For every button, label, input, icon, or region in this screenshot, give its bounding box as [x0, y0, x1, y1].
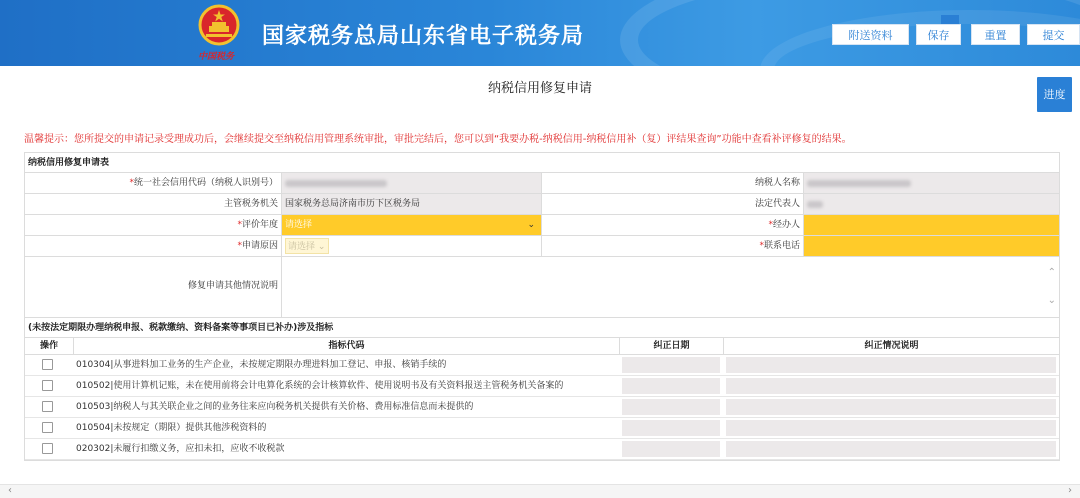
legal-rep-label: 法定代表人	[541, 194, 803, 214]
chevron-right-icon[interactable]: ›	[1068, 485, 1072, 496]
indicator-text: 010504|未按规定（期限）提供其他涉税资料的	[76, 423, 267, 433]
credit-code-label: *统一社会信用代码（纳税人识别号）	[129, 178, 278, 188]
taxpayer-name-field	[803, 173, 1059, 193]
form-row	[25, 194, 1059, 215]
tax-logo-script: 中国税务	[198, 52, 235, 62]
correction-note-field[interactable]	[726, 399, 1056, 415]
page-title: 纳税信用修复申请	[487, 81, 592, 96]
table-row	[25, 439, 1059, 460]
tax-authority-label: 主管税务机关	[223, 199, 278, 209]
save-indicator	[941, 15, 959, 24]
form-row	[25, 173, 1059, 194]
col-correction-note: 纠正情况说明	[723, 338, 1059, 354]
col-correction-date: 纠正日期	[619, 338, 723, 354]
indicator-text: 010503|纳税人与其关联企业之间的业务往来应向税务机关提供有关价格、费用标准信息而未提供的	[76, 402, 474, 412]
table-row	[25, 376, 1059, 397]
header-banner	[0, 0, 1080, 66]
chevron-down-icon: ⌄	[317, 242, 326, 252]
other-info-textarea[interactable]	[281, 257, 1059, 317]
eval-year-select[interactable]	[281, 215, 541, 235]
form-row	[25, 215, 1059, 236]
correction-date-field[interactable]	[622, 441, 720, 457]
eval-year-label: *评价年度	[237, 220, 278, 230]
agent-label: *经办人	[541, 215, 803, 235]
progress-button[interactable]: 进度	[1037, 77, 1072, 112]
table-row	[25, 397, 1059, 418]
reason-select[interactable]: 请选择 ⌄	[285, 238, 329, 254]
indicator-table-header	[25, 338, 1059, 355]
correction-note-field[interactable]	[726, 441, 1056, 457]
form-section-title: 纳税信用修复申请表	[25, 153, 1059, 173]
table-row	[25, 418, 1059, 439]
submit-button[interactable]: 提交	[1027, 24, 1080, 45]
chevron-left-icon[interactable]: ‹	[8, 485, 12, 496]
legal-rep-field	[803, 194, 1059, 214]
attach-documents-button[interactable]: 附送资料	[832, 24, 909, 45]
row-checkbox[interactable]	[42, 422, 53, 433]
chevron-down-icon[interactable]: ⌄	[1047, 295, 1056, 306]
indicator-text: 010502|使用计算机记账，未在使用前将会计电算化系统的会计核算软件、使用说明书及有关资料报送主管税务机关备案的	[76, 381, 564, 391]
chevron-up-icon[interactable]: ⌃	[1047, 267, 1056, 278]
phone-label: *联系电话	[541, 236, 803, 256]
eval-year-placeholder: 请选择	[285, 220, 313, 230]
col-operation: 操作	[39, 341, 58, 351]
reason-label: *申请原因	[237, 241, 278, 251]
correction-note-field[interactable]	[726, 357, 1056, 373]
taxpayer-name-label: 纳税人名称	[541, 173, 803, 193]
correction-date-field[interactable]	[622, 378, 720, 394]
indicator-text: 020302|未履行扣缴义务，应扣未扣，应收不收税款	[76, 444, 285, 454]
correction-note-field[interactable]	[726, 378, 1056, 394]
reset-button[interactable]: 重置	[971, 24, 1020, 45]
agent-input[interactable]	[803, 215, 1059, 235]
horizontal-scrollbar[interactable]	[0, 484, 1080, 498]
indicator-text: 010304|从事进料加工业务的生产企业，未按规定期限办理进料加工登记、申报、核销手续的	[76, 360, 447, 370]
col-indicator-code: 指标代码	[73, 338, 619, 354]
row-checkbox[interactable]	[42, 443, 53, 454]
correction-date-field[interactable]	[622, 357, 720, 373]
form-row	[25, 236, 1059, 257]
chevron-down-icon: ⌄	[527, 220, 535, 230]
phone-input[interactable]	[803, 236, 1059, 256]
repair-application-form	[24, 152, 1060, 461]
site-title: 国家税务总局山东省电子税务局	[262, 24, 585, 49]
row-checkbox[interactable]	[42, 380, 53, 391]
row-checkbox[interactable]	[42, 401, 53, 412]
reason-cell	[281, 236, 541, 256]
tax-authority-field: 国家税务总局济南市历下区税务局	[281, 194, 541, 214]
row-checkbox[interactable]	[42, 359, 53, 370]
correction-note-field[interactable]	[726, 420, 1056, 436]
save-button[interactable]: 保存	[916, 24, 961, 45]
correction-date-field[interactable]	[622, 420, 720, 436]
warm-tip: 温馨提示：您所提交的申请记录受理成功后，会继续提交至纳税信用管理系统审批，审批完结后，您可以到“我要办税-纳税信用-纳税信用补（复）评结果查询”功能中查看补评修复的结果。	[24, 134, 852, 145]
table-row	[25, 355, 1059, 376]
other-info-label: 修复申请其他情况说明	[187, 281, 278, 291]
credit-code-field	[281, 173, 541, 193]
correction-date-field[interactable]	[622, 399, 720, 415]
national-emblem-icon	[196, 4, 242, 46]
indicator-section-title: (未按法定期限办理纳税申报、税款缴纳、资料备案等事项目已补办)涉及指标	[25, 318, 1059, 338]
form-row	[25, 257, 1059, 318]
